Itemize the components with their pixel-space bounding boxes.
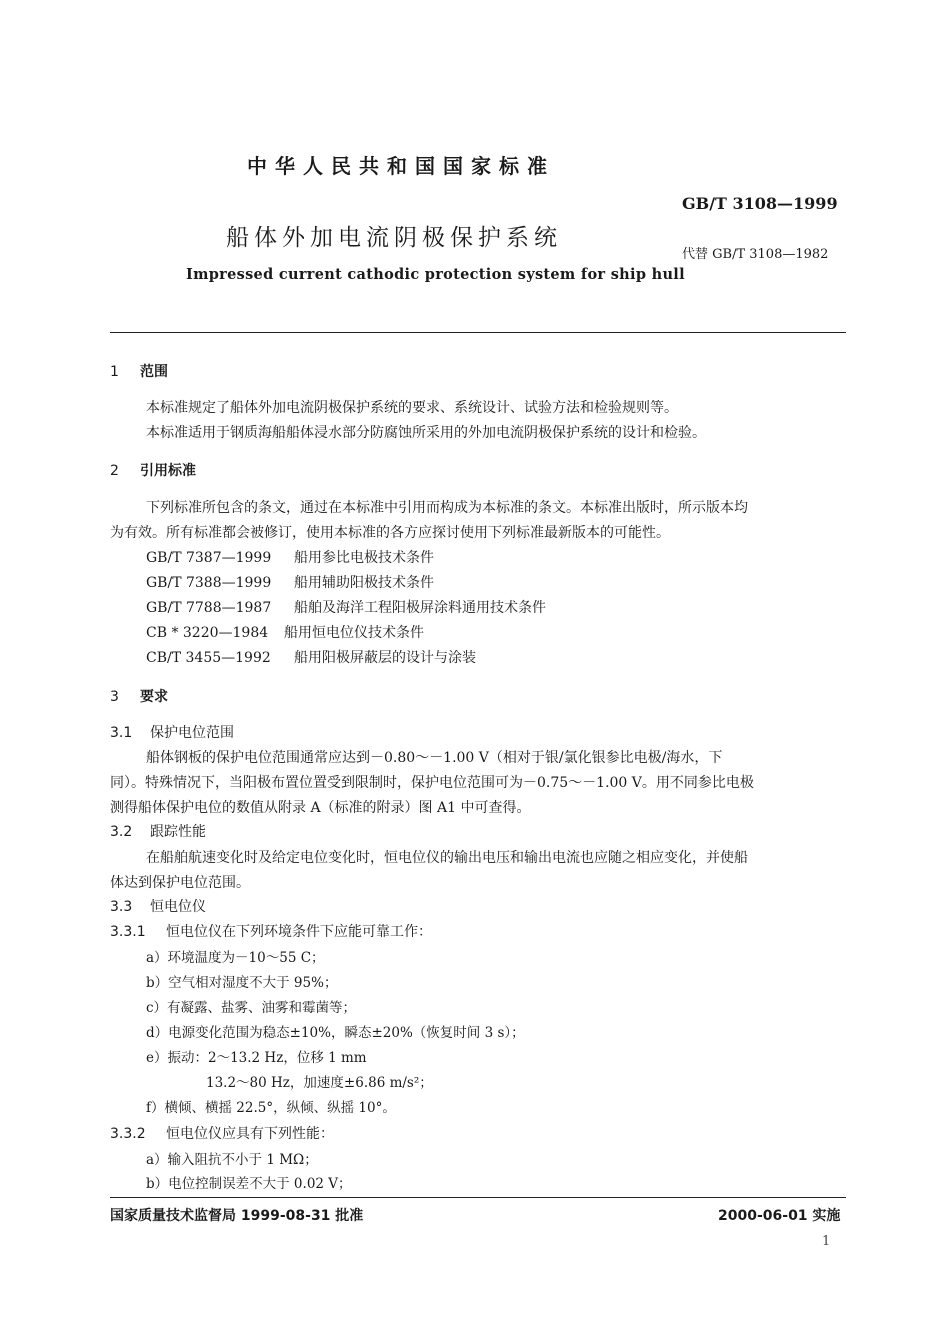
subsection-title: 保护电位范围 [150, 725, 234, 741]
implementation-date: 2000-06-01 实施 [718, 1208, 841, 1224]
reference-item [146, 621, 424, 646]
subsection-3-1-paragraph: 测得船体保护电位的数值从附录 A（标准的附录）图 A1 中可查得。 [110, 800, 531, 816]
list-item-continuation: 13.2～80 Hz，加速度±6.86 m/s²； [206, 1075, 433, 1091]
section-2-paragraph: 为有效。所有标准都会被修订，使用本标准的各方应探讨使用下列标准最新版本的可能性。 [110, 525, 670, 541]
section-1-paragraph: 本标准适用于钢质海船船体浸水部分防腐蚀所采用的外加电流阴极保护系统的设计和检验。 [146, 425, 706, 441]
section-1-paragraph: 本标准规定了船体外加电流阴极保护系统的要求、系统设计、试验方法和检验规则等。 [146, 400, 678, 416]
list-item: b）空气相对湿度不大于 95%； [146, 975, 338, 991]
clause-3-3-2-heading [110, 1123, 334, 1143]
reference-item [146, 646, 476, 671]
standard-code: GB/T 3108—1999 [682, 194, 838, 213]
reference-item [146, 596, 546, 621]
section-2-heading [110, 460, 196, 480]
standard-title-en: Impressed current cathodic protection system for ship hull [186, 266, 685, 283]
national-standard-heading: 中华人民共和国国家标准 [247, 154, 555, 178]
subsection-3-1-heading [110, 722, 234, 742]
section-number: 2 [110, 463, 119, 479]
reference-code: CB/T 3455—1992 [146, 650, 271, 666]
reference-title: 船用恒电位仪技术条件 [284, 625, 424, 641]
list-item: e）振动：2～13.2 Hz，位移 1 mm [146, 1050, 367, 1066]
subsection-3-3-heading [110, 896, 206, 916]
approval-date: 国家质量技术监督局 1999-08-31 批准 [110, 1208, 364, 1224]
section-number: 1 [110, 364, 119, 380]
reference-code: GB/T 7388—1999 [146, 575, 272, 591]
clause-title: 恒电位仪应具有下列性能： [166, 1126, 334, 1142]
subsection-3-2-paragraph: 在船舶航速变化时及给定电位变化时，恒电位仪的输出电压和输出电流也应随之相应变化，并使船 [146, 850, 748, 866]
subsection-title: 跟踪性能 [150, 824, 206, 840]
subsection-3-1-paragraph: 船体钢板的保护电位范围通常应达到－0.80～－1.00 V（相对于银/氯化银参比电极/海水，下 [146, 750, 723, 766]
clause-title: 恒电位仪在下列环境条件下应能可靠工作： [166, 924, 432, 940]
subsection-number: 3.1 [110, 725, 133, 741]
clause-number: 3.3.1 [110, 924, 146, 940]
replaces-note: 代替 GB/T 3108—1982 [682, 247, 829, 262]
section-title: 要求 [140, 689, 168, 705]
subsection-3-2-heading [110, 821, 206, 841]
clause-number: 3.3.2 [110, 1126, 146, 1142]
list-item: f）横倾、横摇 22.5°，纵倾、纵摇 10°。 [146, 1100, 396, 1116]
section-2-paragraph: 下列标准所包含的条文，通过在本标准中引用而构成为本标准的条文。本标准出版时，所示版本均 [146, 500, 748, 516]
subsection-number: 3.3 [110, 899, 133, 915]
section-number: 3 [110, 689, 119, 705]
reference-code: GB/T 7387—1999 [146, 550, 272, 566]
list-item: a）环境温度为－10～55 C； [146, 950, 325, 966]
reference-code: CB * 3220—1984 [146, 625, 269, 641]
clause-3-3-1-heading [110, 921, 432, 941]
reference-title: 船用参比电极技术条件 [294, 550, 434, 566]
subsection-3-2-paragraph: 体达到保护电位范围。 [110, 875, 250, 891]
header-rule [110, 332, 846, 333]
footer-rule [110, 1197, 846, 1198]
list-item: b）电位控制误差不大于 0.02 V； [146, 1176, 352, 1192]
standard-title-cn: 船体外加电流阴极保护系统 [226, 225, 562, 251]
reference-title: 船用辅助阳极技术条件 [294, 575, 434, 591]
reference-title: 船舶及海洋工程阳极屏涂料通用技术条件 [294, 600, 546, 616]
reference-code: GB/T 7788—1987 [146, 600, 272, 616]
subsection-number: 3.2 [110, 824, 133, 840]
section-title: 引用标准 [140, 463, 196, 479]
section-title: 范围 [140, 364, 168, 380]
list-item: c）有凝露、盐雾、油雾和霉菌等； [146, 1000, 357, 1016]
page-number: 1 [822, 1234, 831, 1249]
list-item: d）电源变化范围为稳态±10%，瞬态±20%（恢复时间 3 s）； [146, 1025, 525, 1041]
section-3-heading [110, 686, 168, 706]
section-1-heading [110, 361, 168, 381]
list-item: a）输入阻抗不小于 1 MΩ； [146, 1152, 318, 1168]
reference-item [146, 546, 434, 571]
reference-title: 船用阳极屏蔽层的设计与涂装 [294, 650, 476, 666]
subsection-title: 恒电位仪 [150, 899, 206, 915]
subsection-3-1-paragraph: 同）。特殊情况下，当阳极布置位置受到限制时，保护电位范围可为－0.75～－1.00 V。用不同参比电极 [110, 775, 754, 791]
reference-item [146, 571, 434, 596]
